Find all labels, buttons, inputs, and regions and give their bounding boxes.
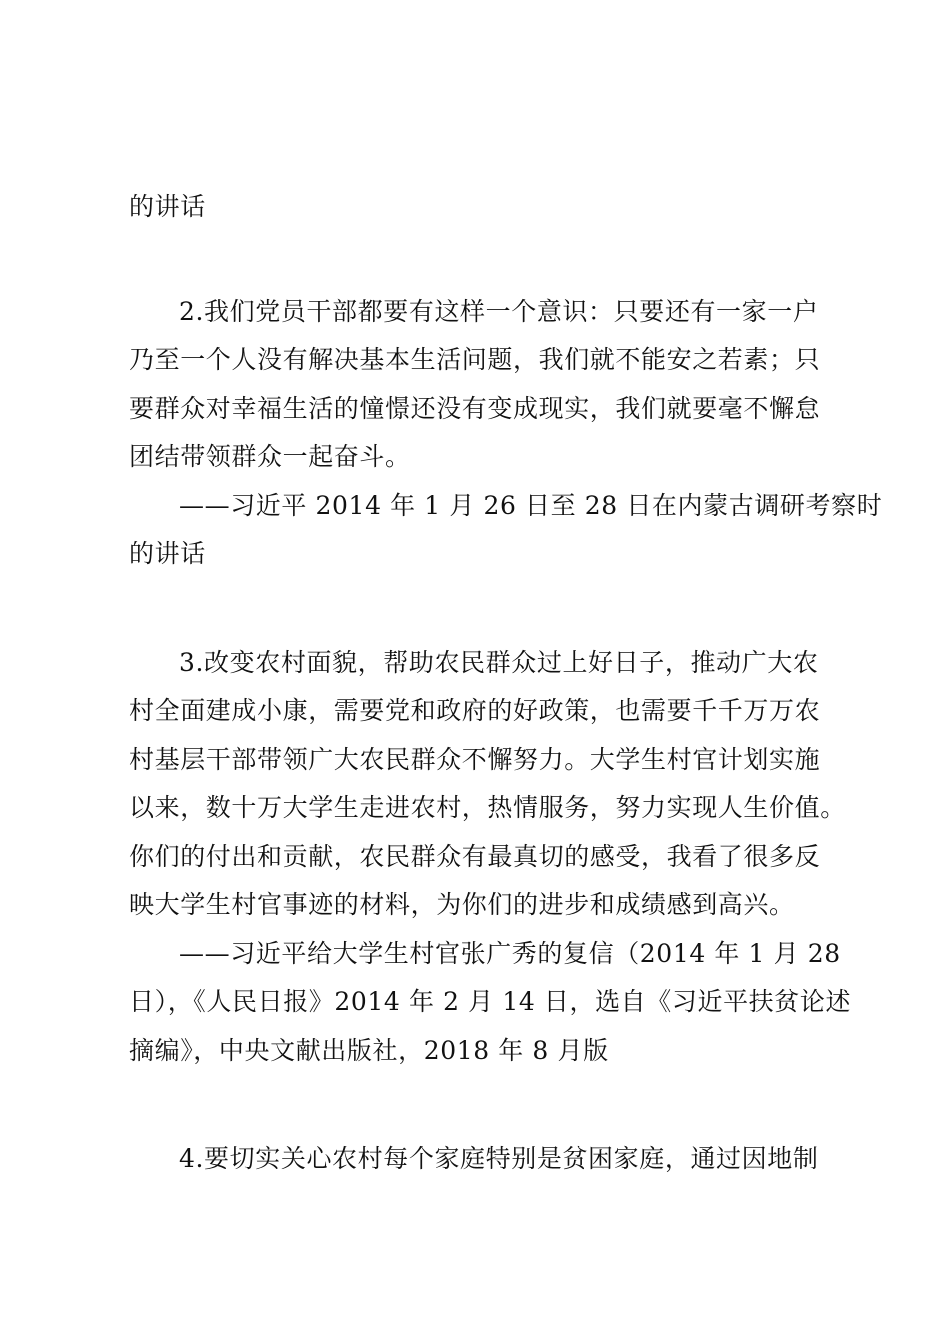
source-citation-3 — [129, 930, 852, 1076]
paragraph-gap — [129, 232, 834, 280]
quote-paragraph-3 — [129, 639, 846, 930]
text-line: 团结带领群众一起奋斗。 — [129, 442, 411, 471]
text-line: 摘编》，中央文献出版社，2018 年 8 月版 — [129, 1035, 609, 1065]
text-line: 要群众对幸福生活的憧憬还没有变成现实，我们就要毫不懈怠 — [129, 393, 821, 423]
text-line: 的讲话 — [129, 539, 206, 568]
paragraph-gap — [129, 1075, 834, 1123]
text-line: 你们的付出和贡献，农民群众有最真切的感受，我看了很多反 — [129, 841, 821, 871]
text-line: 以来，数十万大学生走进农村，热情服务，努力实现人生价值。 — [129, 793, 846, 822]
text-line: 3.改变农村面貌，帮助农民群众过上好日子，推动广大农 — [179, 647, 819, 677]
text-line: 2.我们党员干部都要有这样一个意识：只要还有一家一户 — [179, 296, 819, 326]
paragraph-gap — [129, 579, 834, 627]
text-line: 4.要切实关心农村每个家庭特别是贫困家庭，通过因地制 — [179, 1144, 819, 1173]
text-line: ——习近平 2014 年 1 月 26 日至 28 日在内蒙古调研考察时 — [179, 490, 883, 520]
text-line: 乃至一个人没有解决基本生活问题，我们就不能安之若素；只 — [129, 345, 821, 374]
quote-paragraph-4 — [129, 1135, 834, 1184]
text-line: 日），《人民日报》2014 年 2 月 14 日，选自《习近平扶贫论述 — [129, 987, 852, 1016]
text-line: ——习近平给大学生村官张广秀的复信（2014 年 1 月 28 — [179, 938, 841, 968]
quote-paragraph-2 — [129, 288, 834, 482]
text-line: 村全面建成小康，需要党和政府的好政策，也需要千千万万农 — [129, 696, 821, 725]
text-line: 的讲话 — [129, 192, 206, 221]
text-line: 村基层干部带领广大农民群众不懈努力。大学生村官计划实施 — [129, 744, 821, 774]
text-line: 映大学生村官事迹的材料，为你们的进步和成绩感到高兴。 — [129, 890, 795, 919]
document-body — [129, 183, 883, 1184]
source-citation-2 — [129, 482, 883, 579]
paragraph-fragment — [129, 183, 834, 232]
